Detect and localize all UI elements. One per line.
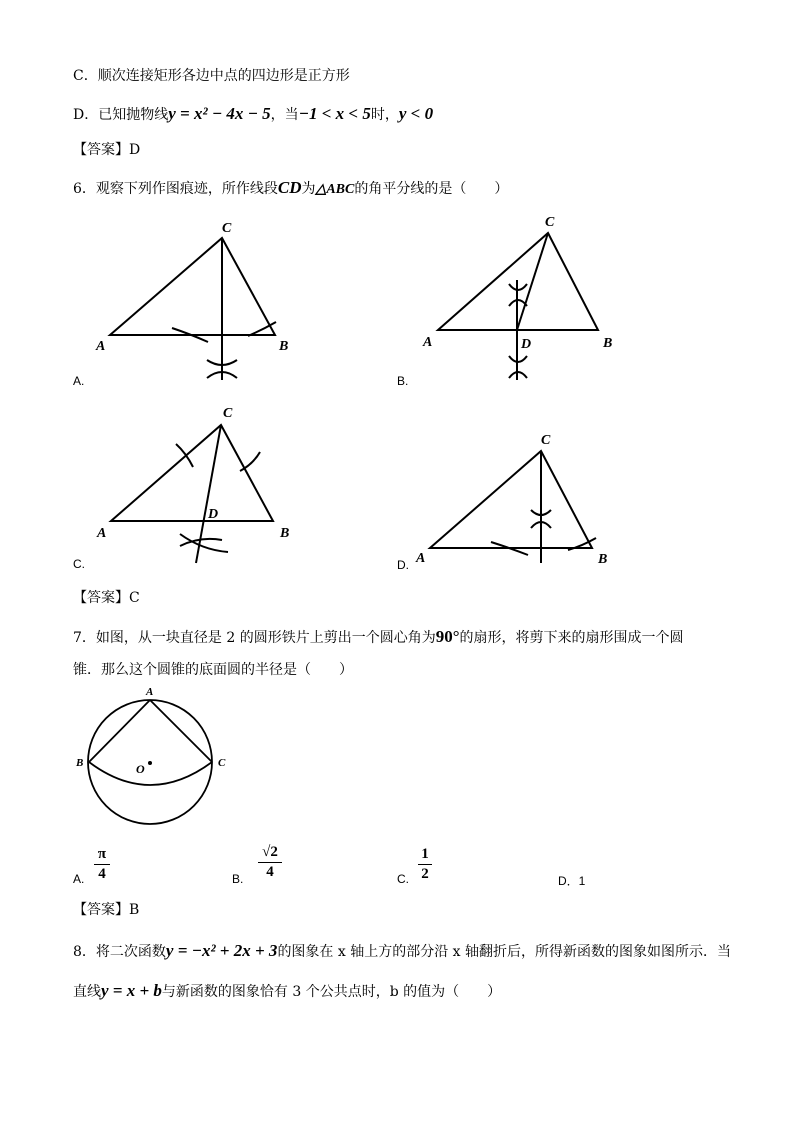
angle-90: 90° (435, 627, 460, 646)
fig6a-label-b: B (279, 339, 289, 354)
fig6b-label-c: C (545, 215, 555, 230)
answer-7: 【答案】B (73, 902, 140, 918)
fig6a-label-a: A (96, 339, 106, 354)
q7-option-b-label: B. (232, 872, 244, 886)
option-6c-label: C. (73, 557, 85, 571)
quadratic-equation: y = −x² + 2x + 3 (165, 941, 278, 960)
option-c-text: C．顺次连接矩形各边中点的四边形是正方形 (73, 68, 350, 84)
fig6b-label-a: A (423, 335, 433, 350)
fig6d-label-b: B (598, 552, 608, 567)
fig6d-label-a: A (416, 551, 426, 566)
option-6a-label: A. (73, 374, 85, 388)
q7-option-b-fraction: √2 4 (258, 844, 282, 881)
fig7-label-c: C (218, 757, 226, 769)
x-range: −1 < x < 5 (298, 104, 371, 123)
fig7-label-o: O (136, 762, 145, 776)
question-8-line1: 8．将二次函数y = −x² + 2x + 3的图象在 x 轴上方的部分沿 x 轴翻折后，所得新函数的图象如图所示．当 (73, 941, 732, 960)
q7-option-a-fraction: π 4 (94, 846, 110, 883)
q7-option-c-label: C. (397, 872, 409, 886)
fig6b-label-d: D (521, 337, 532, 352)
option-d-text: D．已知抛物线y = x² − 4x − 5，当−1 < x < 5时，y < 0 (73, 104, 434, 123)
q7-option-d-label: D．1 (558, 874, 586, 888)
question-7-line1: 7．如图，从一块直径是 2 的圆形铁片上剪出一个圆心角为90°的扇形，将剪下来的扇形围成一个圆 (73, 627, 684, 646)
fig6c-label-a: A (97, 526, 107, 541)
fig7-label-a: A (146, 686, 154, 698)
fig6a-label-c: C (222, 221, 232, 236)
option-6b-label: B. (397, 374, 409, 388)
answer-6: 【答案】C (73, 590, 140, 606)
fig6c-label-c: C (223, 406, 233, 421)
fig7-label-b: B (76, 757, 84, 769)
fig6d-label-c: C (541, 433, 551, 448)
question-6: 6．观察下列作图痕迹，所作线段CD为△ABC的角平分线的是（ ） (73, 178, 509, 197)
q7-option-c-fraction: 1 2 (418, 846, 432, 883)
fig6c-label-d: D (208, 507, 219, 522)
q7-option-a-label: A. (73, 872, 85, 886)
question-8-line2: 直线y = x + b与新函数的图象恰有 3 个公共点时，b 的值为（ ） (73, 981, 502, 1000)
y-condition: y < 0 (398, 104, 434, 123)
parabola-equation: y = x² − 4x − 5 (168, 104, 271, 123)
answer-5: 【答案】D (73, 142, 141, 158)
option-6d-label: D. (397, 558, 409, 572)
question-7-line2: 锥．那么这个圆锥的底面圆的半径是（ ） (73, 662, 353, 678)
line-equation: y = x + b (101, 981, 162, 1000)
fig6c-label-b: B (280, 526, 290, 541)
fig6b-label-b: B (603, 336, 613, 351)
